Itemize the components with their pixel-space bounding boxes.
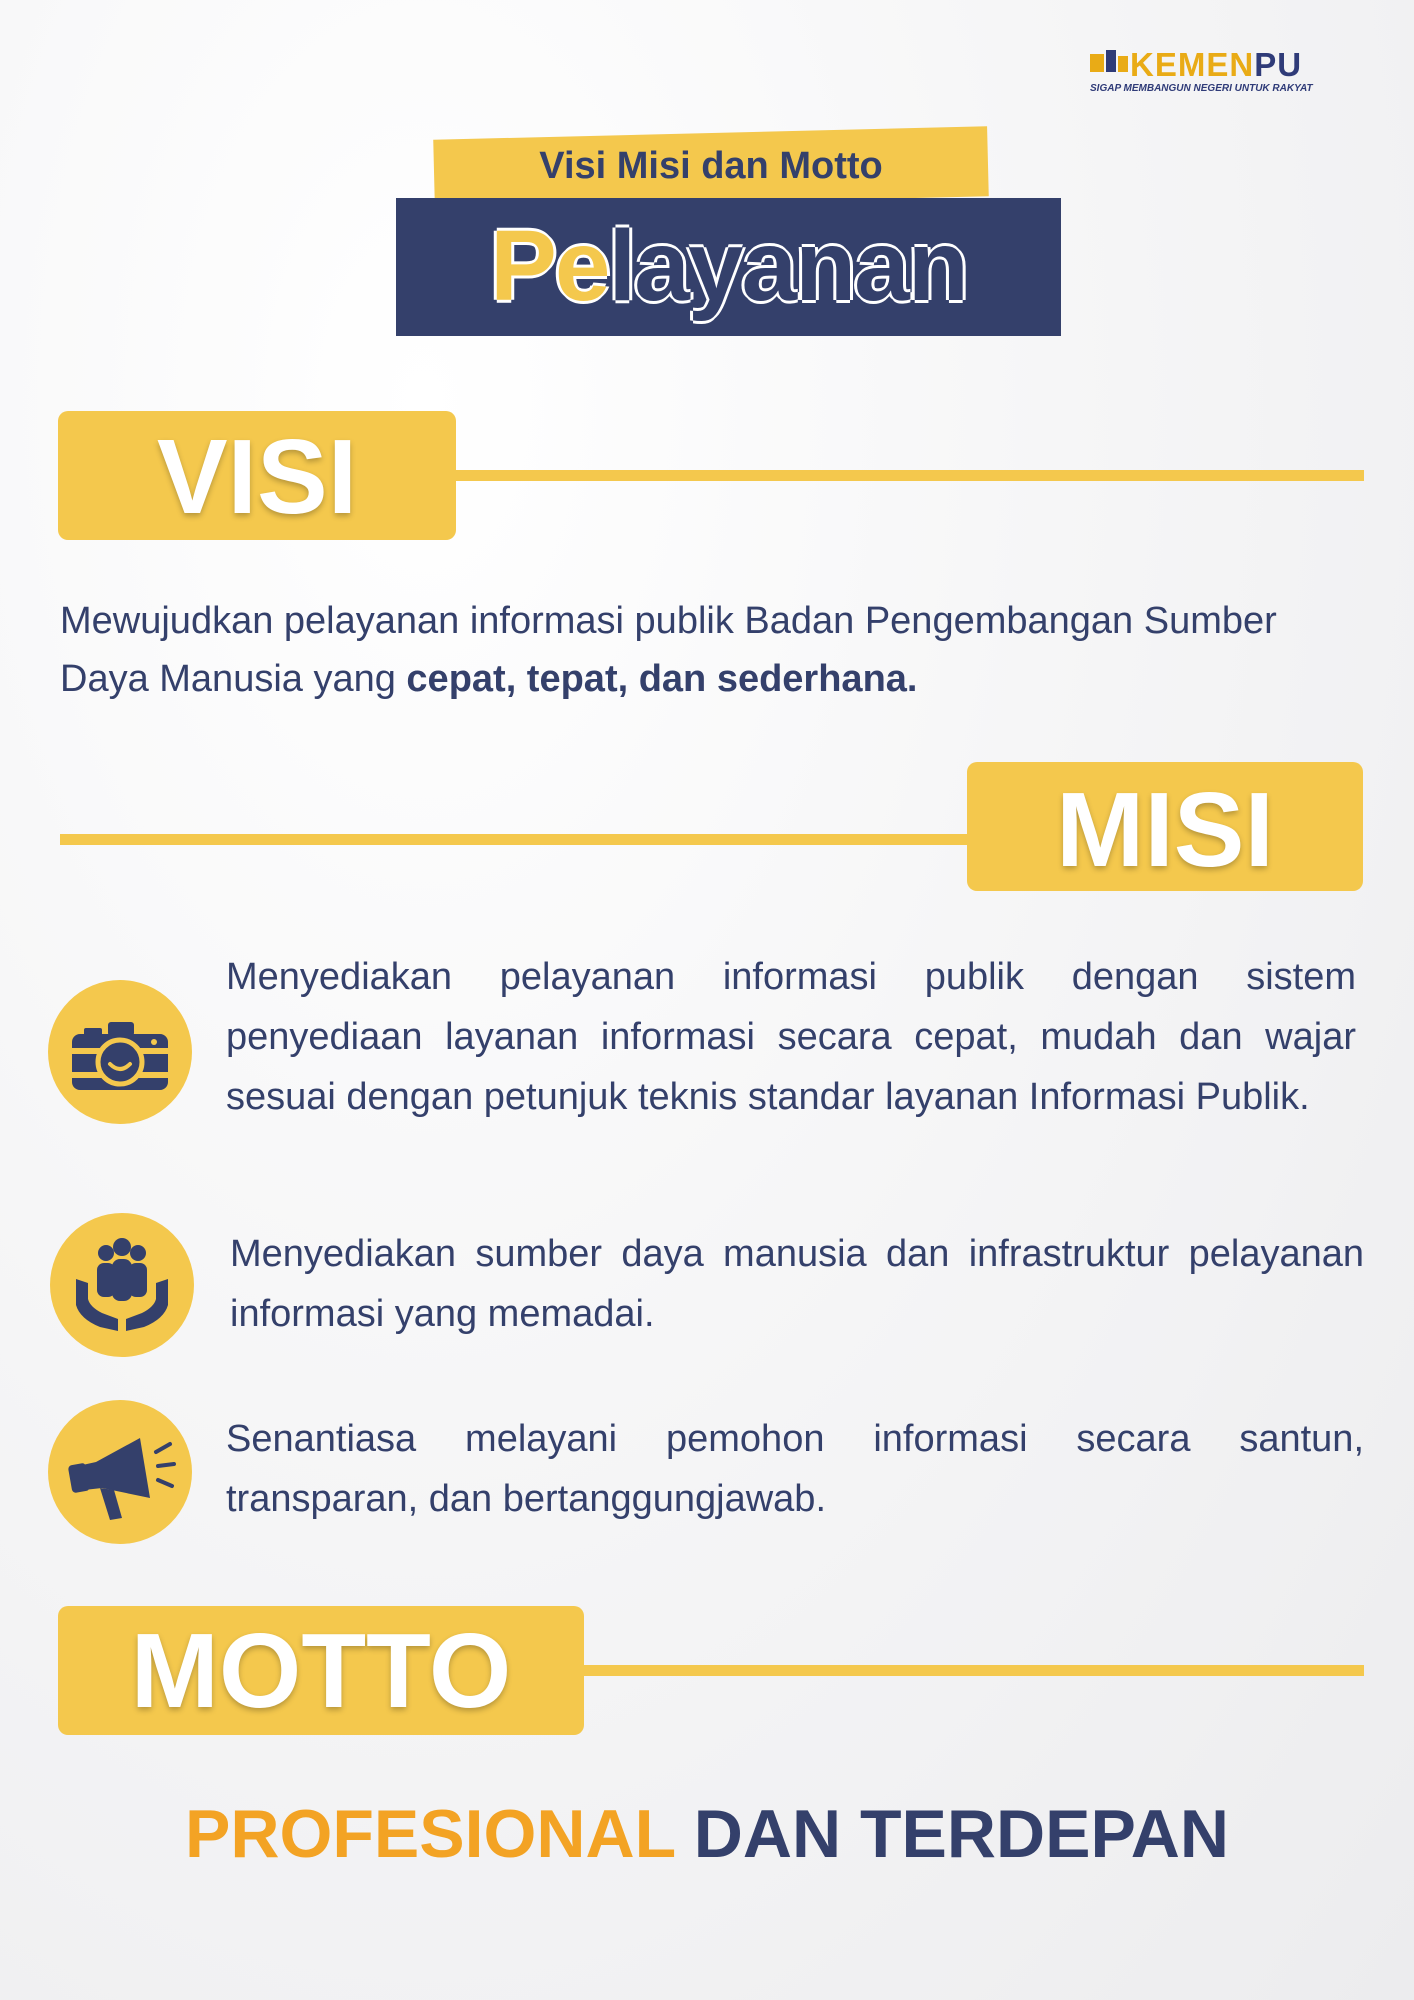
- camera-icon: [48, 980, 192, 1124]
- misi-item-2: Menyediakan sumber daya manusia dan infrastruktur pelayanan informasi yang memadai.: [230, 1233, 1364, 1335]
- visi-heading: VISI: [156, 418, 358, 536]
- kemenpu-logo-mark-icon: [1090, 50, 1128, 76]
- kemenpu-logo: [1090, 46, 1352, 98]
- misi-item-1: Menyediakan pelayanan informasi publik dengan sistem penyediaan layanan informasi secara cepat, mudah dan wajar sesuai dengan petunjuk teknis standar layanan Informasi Publik.: [226, 956, 1356, 1118]
- megaphone-icon: [48, 1400, 192, 1544]
- visi-text: Mewujudkan pelayanan informasi publik Badan Pengembangan Sumber Daya Manusia yang: [60, 600, 1277, 700]
- motto-heading: MOTTO: [130, 1612, 512, 1730]
- people-hands-icon: [50, 1213, 194, 1357]
- page-title: Pelayanan: [490, 210, 967, 322]
- misi-divider: [60, 834, 967, 845]
- logo-name: KEMENPU: [1130, 46, 1303, 83]
- visi-divider: [456, 470, 1364, 481]
- logo-tagline: SIGAP MEMBANGUN NEGERI UNTUK RAKYAT: [1090, 83, 1313, 94]
- visi-text-bold: cepat, tepat, dan sederhana.: [406, 658, 918, 700]
- misi-heading: MISI: [1056, 771, 1274, 889]
- misi-item-3: Senantiasa melayani pemohon informasi secara santun, transparan, dan bertanggungjawab.: [226, 1418, 1364, 1520]
- motto-slogan: PROFESIONAL DAN TERDEPAN: [184, 1796, 1229, 1872]
- motto-divider: [584, 1665, 1364, 1676]
- visi-statement: [60, 592, 1360, 708]
- page-subtitle: Visi Misi dan Motto: [539, 145, 883, 187]
